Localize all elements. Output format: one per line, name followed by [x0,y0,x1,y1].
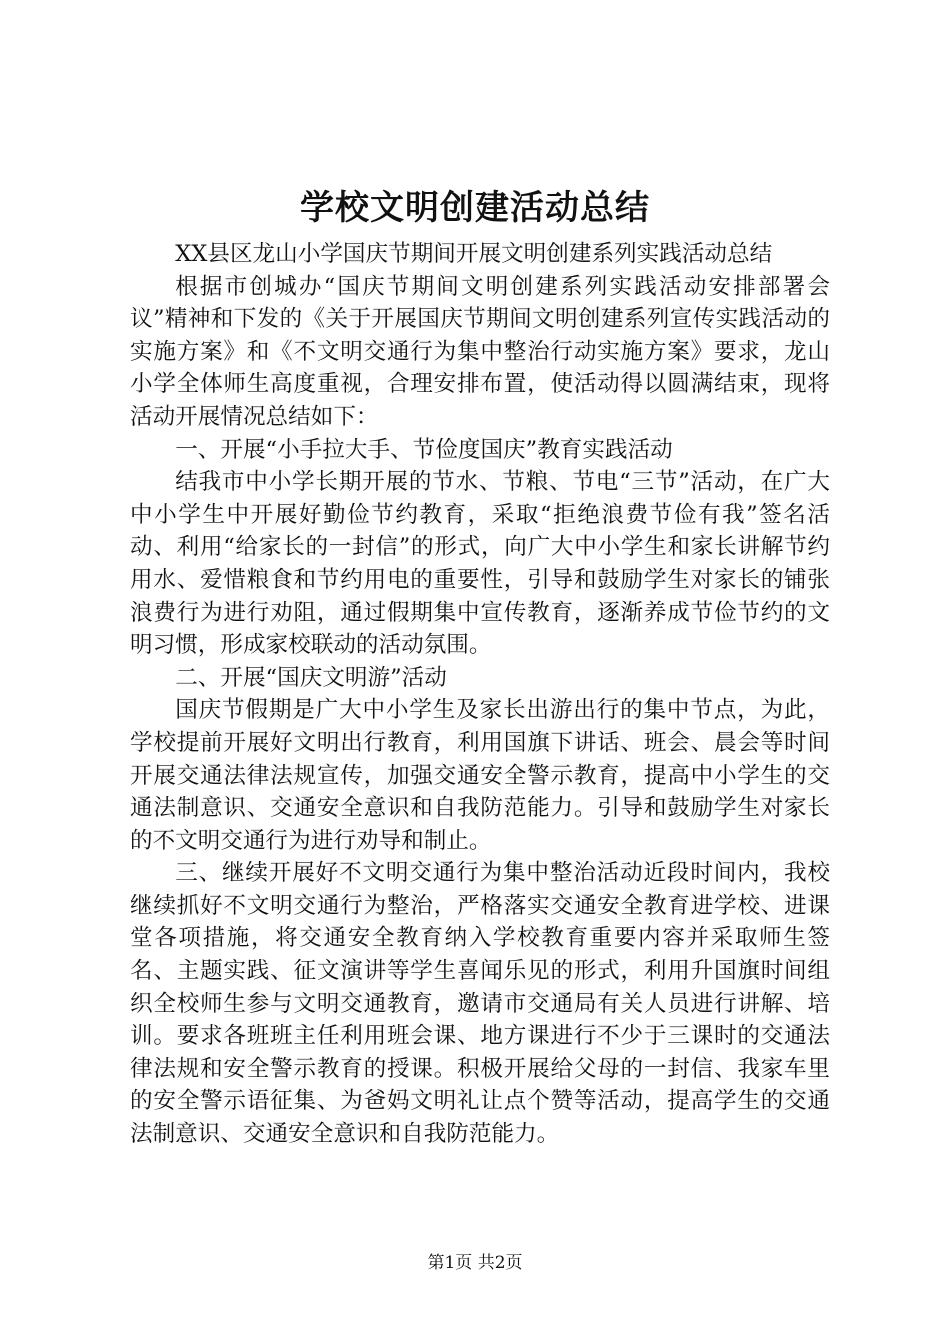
document-title: 学校文明创建活动总结 [300,188,650,228]
section-heading-1: 一、开展“小手拉大手、节俭度国庆”教育实践活动 [175,436,673,463]
paragraph-subtitle: XX县区龙山小学国庆节期间开展文明创建系列实践活动总结 [175,241,773,267]
paragraph-section-2: 国庆节假期是广大中小学生及家长出游出行的集中节点，为此，学校提前开展好文明出行教育，利用国旗下讲话、班会、晨会等时间开展交通法律法规宣传，加强交通安全警示教育，提高中小学生的交通法制意识、交通安全意识和自我防范能力。引导和鼓励学生对家长的不文明交通行为进行劝导和制止。 [130,697,830,854]
section-heading-2: 二、开展“国庆文明游”活动 [175,664,447,691]
paragraph-intro: 根据市创城办“国庆节期间文明创建系列实践活动安排部署会议”精神和下发的《关于开展国庆节期间文明创建系列宣传实践活动的实施方案》和《不文明交通行为集中整治行动实施方案》要求，龙山小学全体师生高度重视，合理安排布置，使活动得以圆满结束，现将活动开展情况总结如下： [130,273,830,430]
paragraph-section-1: 结我市中小学长期开展的节水、节粮、节电“三节”活动，在广大中小学生中开展好勤俭节约教育，采取“拒绝浪费节俭有我”签名活动、利用“给家长的一封信”的形式，向广大中小学生和家长讲解节约用水、爱惜粮食和节约用电的重要性，引导和鼓励学生对家长的铺张浪费行为进行劝阻，通过假期集中宣传教育，逐渐养成节俭节约的文明习惯，形成家校联动的活动氛围。 [130,469,830,659]
paragraph-section-3: 三、继续开展好不文明交通行为集中整治活动近段时间内，我校继续抓好不文明交通行为整治，严格落实交通安全教育进学校、进课堂各项措施，将交通安全教育纳入学校教育重要内容并采取师生签名、主题实践、征文演讲等学生喜闻乐见的形式，利用升国旗时间组织全校师生参与文明交通教育，邀请市交通局有关人员进行讲解、培训。要求各班班主任利用班会课、地方课进行不少于三课时的交通法律法规和安全警示教育的授课。积极开展给父母的一封信、我家车里的安全警示语征集、为爸妈文明礼让点个赞等活动，提高学生的交通法制意识、交通安全意识和自我防范能力。 [130,860,830,1148]
page-number-footer: 第1页 共2页 [427,1253,523,1273]
document-body [130,238,830,1151]
